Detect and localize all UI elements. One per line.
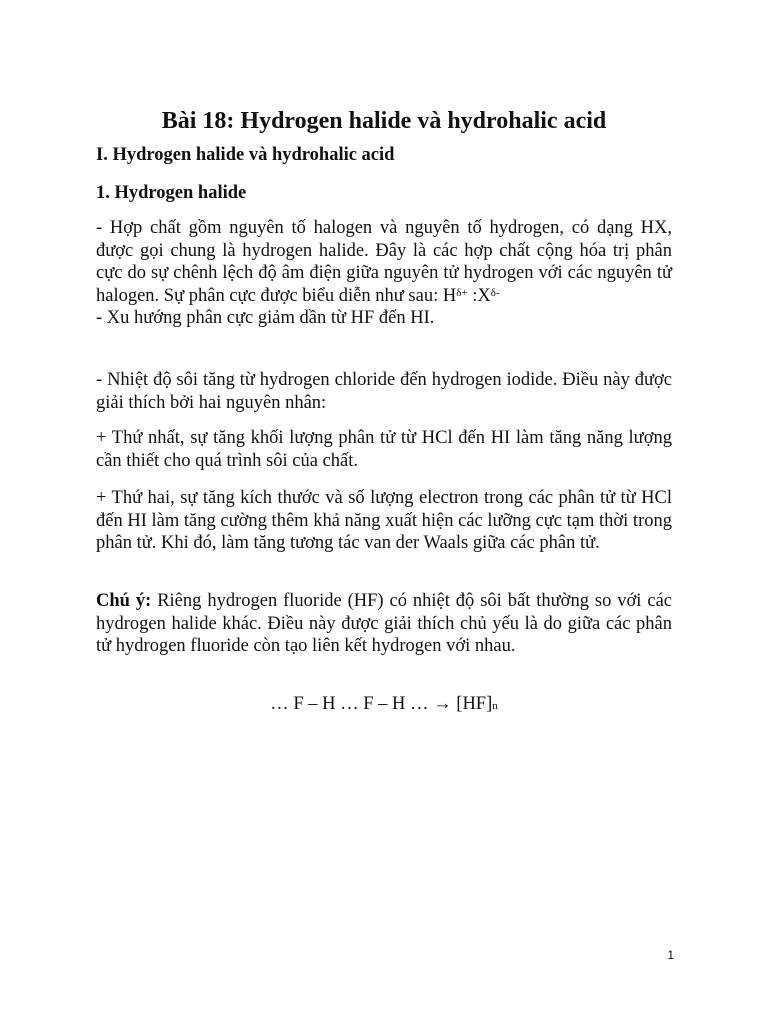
hydrogen-bond-formula (96, 693, 672, 715)
note-text: Riêng hydrogen fluoride (HF) có nhiệt độ sôi bất thường so với các hydrogen halide khác. Điều này được giải thích chủ yếu là do giữa các phân tử hydrogen fluoride còn tạo liên kết hydrogen với nhau. (96, 591, 672, 656)
polarity-trend-line: - Xu hướng phân cực giảm dần từ HF đến HI. (96, 308, 435, 328)
page-title: Bài 18: Hydrogen halide và hydrohalic acid (161, 108, 607, 134)
paragraph-note (96, 590, 672, 658)
formula-main: … F – H … F – H … → [HF] (270, 694, 493, 714)
halogen-symbol: :X (467, 285, 491, 306)
paragraph-polarity-text: - Hợp chất gồm nguyên tố halogen và nguyên tố hydrogen, có dạng HX, được gọi chung là hydrogen halide. Đây là các hợp chất cộng hóa trị phân cực do sự chênh lệch độ âm điện giữa nguyên tử hydrogen với các nguyên tử halogen. Sự phân cực được biểu diễn như sau: H (96, 218, 672, 306)
subsection-heading: 1. Hydrogen halide (96, 183, 247, 203)
paragraph-reason-one: + Thứ nhất, sự tăng khối lượng phân tử từ HCl đến HI làm tăng năng lượng cần thiết cho quá trình sôi của chất. (96, 428, 672, 471)
delta-plus-superscript: δ+ (456, 286, 468, 299)
formula-subscript: n (492, 700, 498, 712)
delta-minus-superscript: δ- (490, 286, 500, 299)
page-number: 1 (667, 948, 674, 962)
section-heading: I. Hydrogen halide và hydrohalic acid (96, 145, 395, 165)
paragraph-boiling-point: - Nhiệt độ sôi tăng từ hydrogen chloride đến hydrogen iodide. Điều này được giải thích bởi hai nguyên nhân: (96, 370, 672, 413)
paragraph-polarity (96, 217, 672, 330)
note-label: Chú ý: (96, 591, 152, 611)
paragraph-reason-two: + Thứ hai, sự tăng kích thước và số lượng electron trong các phân tử từ HCl đến HI làm tăng cường thêm khả năng xuất hiện các lưỡng cực tạm thời trong phân tử. Khi đó, làm tăng tương tác van der Waals giữa các phân tử. (96, 488, 672, 553)
